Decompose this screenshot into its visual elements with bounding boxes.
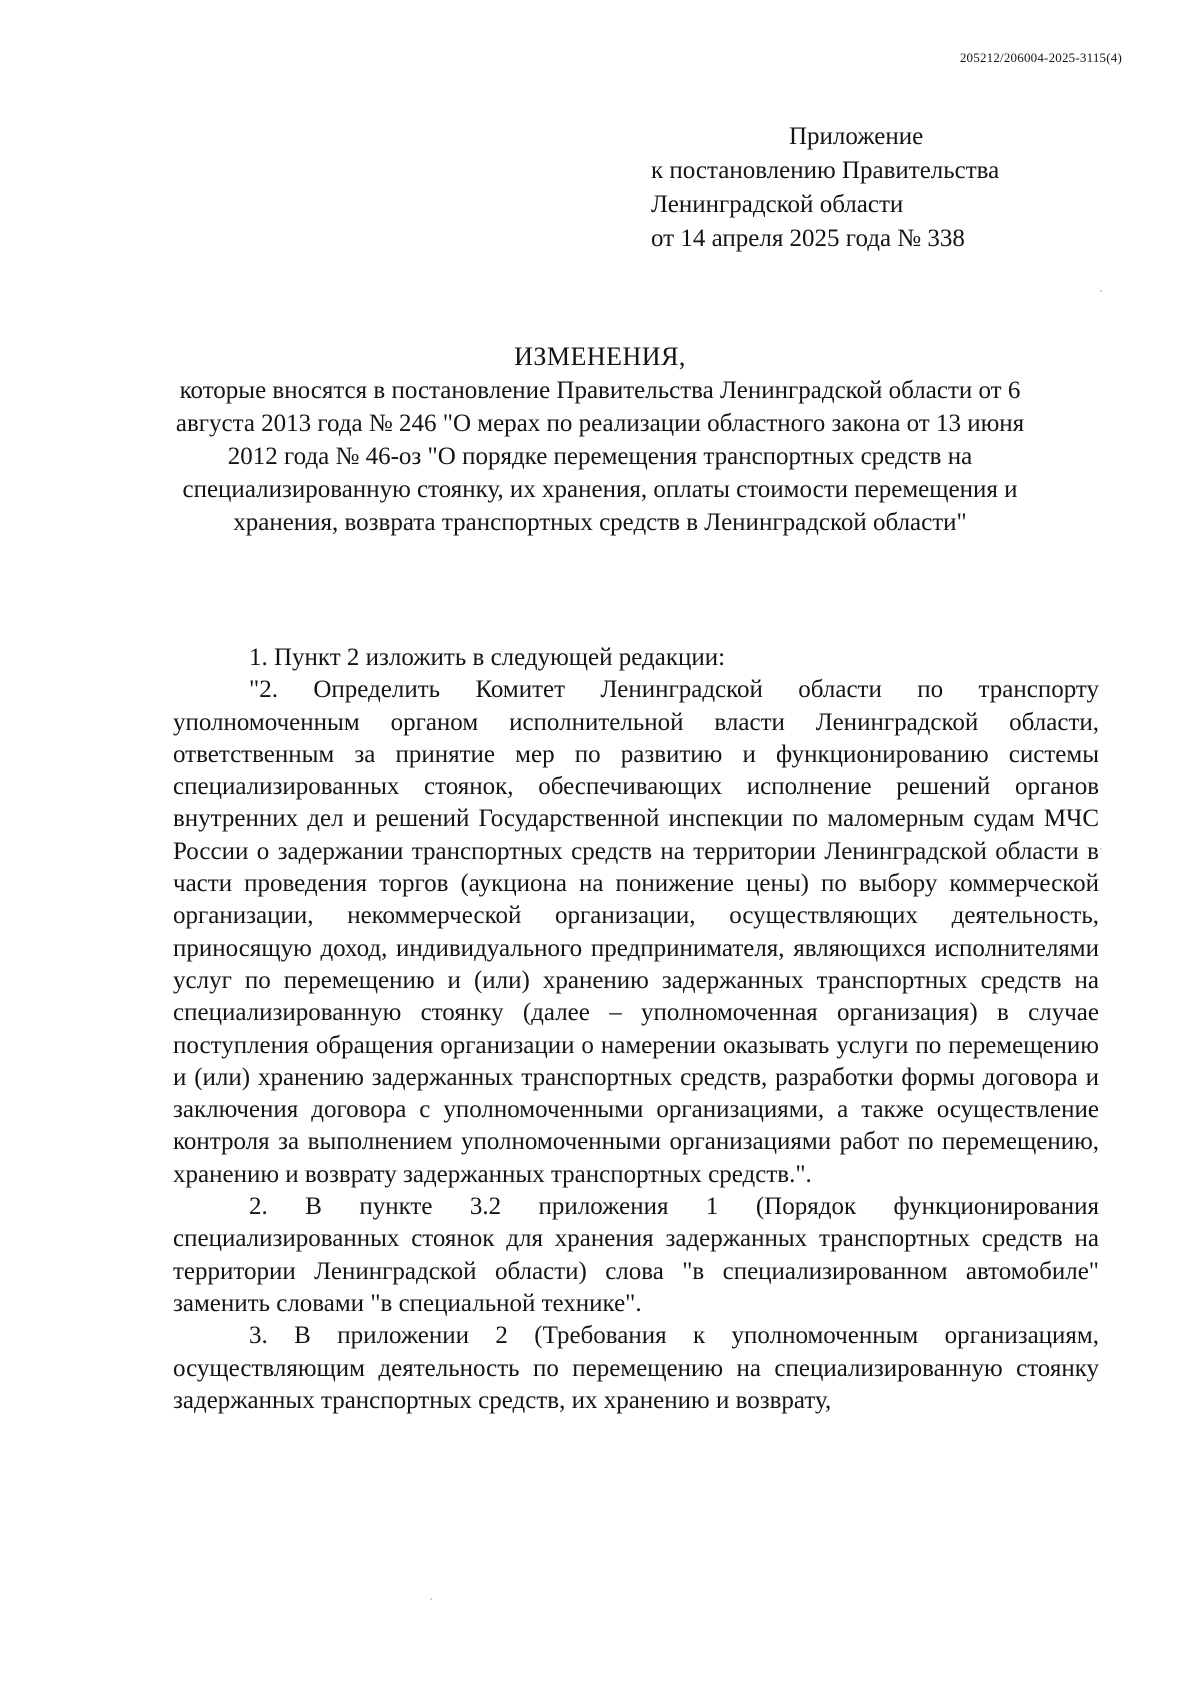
appendix-label: Приложение — [789, 123, 924, 150]
document-body — [173, 642, 1099, 1417]
scan-speck — [430, 1598, 432, 1600]
scan-speck — [1100, 848, 1102, 850]
paragraph-1-quoted: "2. Определить Комитет Ленинградской области по транспорту уполномоченным органом исполнительной власти Ленинградской области, ответственным за принятие мер по развитию и функционированию системы специализированных стоянок, обеспечивающих исполнение решений органов внутренних дел и решений Государственной инспекции по маломерным судам МЧС России о задержании транспортных средств на территории Ленинградской области в части проведения торгов (аукциона на понижение цены) по выбору коммерческой организации, некоммерческой организации, осуществляющих деятельность, приносящую доход, индивидуального предпринимателя, являющихся исполнителями услуг по перемещению и (или) хранению задержанных транспортных средств на специализированную стоянку (далее – уполномоченная организация) в случае поступления обращения организации о намерении оказывать услуги по перемещению и (или) хранению задержанных транспортных средств, разработки формы договора и заключения договора с уполномоченными организациями, а также осуществление контроля за выполнением уполномоченными организациями работ по перемещению, хранению и возврату задержанных транспортных средств.". — [173, 676, 1099, 1188]
appendix-resolution-ref: к постановлению Правительства — [651, 157, 1000, 184]
paragraph-3: 3. В приложении 2 (Требования к уполномоченным организациям, осуществляющим деятельность по перемещению на специализированную стоянку задержанных транспортных средств, их хранению и возврату, — [173, 1322, 1099, 1414]
paragraph-1: 1. Пункт 2 изложить в следующей редакции: — [249, 644, 726, 671]
document-id: 205212/206004-2025-3115(4) — [959, 50, 1122, 65]
appendix-date-number: от 14 апреля 2025 года № 338 — [651, 225, 965, 252]
document-subtitle: которые вносятся в постановление Правительства Ленинградской области от 6 августа 2013 года № 246 "О мерах по реализации областного закона от 13 июня 2012 года № 46-оз "О порядке перемещения транспортных средств на специализированную стоянку, их хранения, оплаты стоимости перемещения и хранения, возврата транспортных средств в Ленинградской области" — [175, 377, 1025, 536]
appendix-region: Ленинградской области — [651, 191, 904, 218]
scan-speck — [1100, 290, 1102, 292]
document-heading: ИЗМЕНЕНИЯ, — [514, 342, 686, 371]
appendix-header — [651, 120, 999, 256]
document-title-block — [150, 340, 1050, 539]
paragraph-2: 2. В пункте 3.2 приложения 1 (Порядок функционирования специализированных стоянок для хранения задержанных транспортных средств на территории Ленинградской области) слова "в специализированном автомобиле" заменить словами "в специальной технике". — [173, 1193, 1099, 1317]
